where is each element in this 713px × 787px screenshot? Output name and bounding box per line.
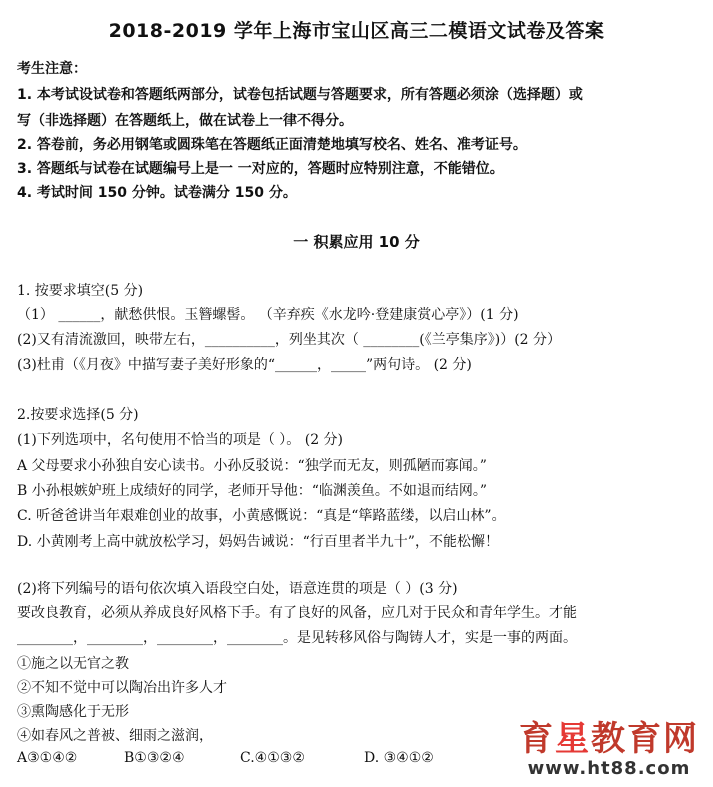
document-title: 2018-2019 学年上海市宝山区高三二模语文试卷及答案 bbox=[108, 20, 605, 42]
notice-item-3: 3. 答题纸与试卷在试题编号上是一 一对应的，答题时应特别注意，不能错位。 bbox=[17, 161, 504, 177]
watermark-logo: 育星教育网 bbox=[519, 719, 699, 759]
notice-heading: 考生注意： bbox=[17, 61, 87, 77]
q2-sub-2: (2)将下列编号的语句依次填入语段空白处，语意连贯的项是（ ）(3 分) bbox=[17, 581, 458, 597]
q1-line-2: (2)又有清流激回，映带左右，__________，列坐其次（ ________(《兰亭集序》)）(2 分） bbox=[17, 332, 562, 348]
q2-item-4: ④如春风之普被、细雨之滋润， bbox=[17, 728, 213, 744]
q2-option-d: D. 小黄刚考上高中就放松学习，妈妈告诫说：“行百里者半九十”，不能松懈！ bbox=[17, 534, 499, 550]
q2-passage-2: ________，________，________，________。是见转移风俗与陶铸人才，实是一事的两面。 bbox=[17, 630, 577, 646]
q1-heading: 1. 按要求填空(5 分) bbox=[17, 283, 144, 299]
q2-choice-d: D. ③④①② bbox=[364, 750, 434, 766]
notice-item-2: 2. 答卷前，务必用钢笔或圆珠笔在答题纸正面清楚地填写校名、姓名、准考证号。 bbox=[17, 137, 527, 153]
q2-item-2: ②不知不觉中可以陶冶出许多人才 bbox=[17, 680, 227, 696]
q2-heading: 2.按要求选择(5 分) bbox=[17, 407, 139, 423]
section-heading: 一 积累应用 10 分 bbox=[293, 233, 420, 251]
q2-option-b: B 小孙根嫉妒班上成绩好的同学，老师开导他：“临渊羡鱼。不如退而结网。” bbox=[17, 483, 488, 499]
notice-item-4: 4. 考试时间 150 分钟。试卷满分 150 分。 bbox=[17, 185, 297, 201]
q2-choice-c: C.④①③② bbox=[240, 750, 305, 766]
q1-line-1: （1） ______，献愁供恨。玉簪螺髻。 （辛弃疾《水龙吟·登建康赏心亭》）(1 分) bbox=[17, 307, 519, 323]
q2-passage-1: 要改良教育，必须从养成良好风格下手。有了良好的风备，应几对于民众和青年学生。才能 bbox=[17, 605, 577, 621]
q2-sub-1: (1)下列选项中，名句使用不恰当的项是（ ）。 (2 分) bbox=[17, 432, 344, 448]
q1-line-3: (3)杜甫（《月夜》中描写妻子美好形象的“______，_____”两句诗。 (2 分) bbox=[17, 357, 472, 373]
q2-option-a: A 父母要求小孙独自安心读书。小孙反驳说：“独学而无友，则孤陋而寡闻。” bbox=[17, 458, 487, 474]
q2-option-c: C. 听爸爸讲当年艰难创业的故事，小黄感慨说：“真是“筚路蓝缕，以启山林”。 bbox=[17, 508, 506, 524]
star-icon: 星 bbox=[555, 719, 591, 759]
q2-item-3: ③熏陶感化于无形 bbox=[17, 704, 129, 720]
watermark-url: www.ht88.com bbox=[527, 758, 691, 779]
q2-choice-b: B①③②④ bbox=[124, 750, 185, 766]
site-watermark bbox=[519, 720, 699, 779]
notice-item-1a: 1. 本考试设试卷和答题纸两部分，试卷包括试题与答题要求，所有答题必须涂（选择题）或 bbox=[17, 87, 583, 103]
notice-item-1b: 写（非选择题）在答题纸上，做在试卷上一律不得分。 bbox=[17, 113, 353, 129]
q2-item-1: ①施之以无官之教 bbox=[17, 656, 129, 672]
q2-choice-a: A③①④② bbox=[17, 750, 78, 766]
